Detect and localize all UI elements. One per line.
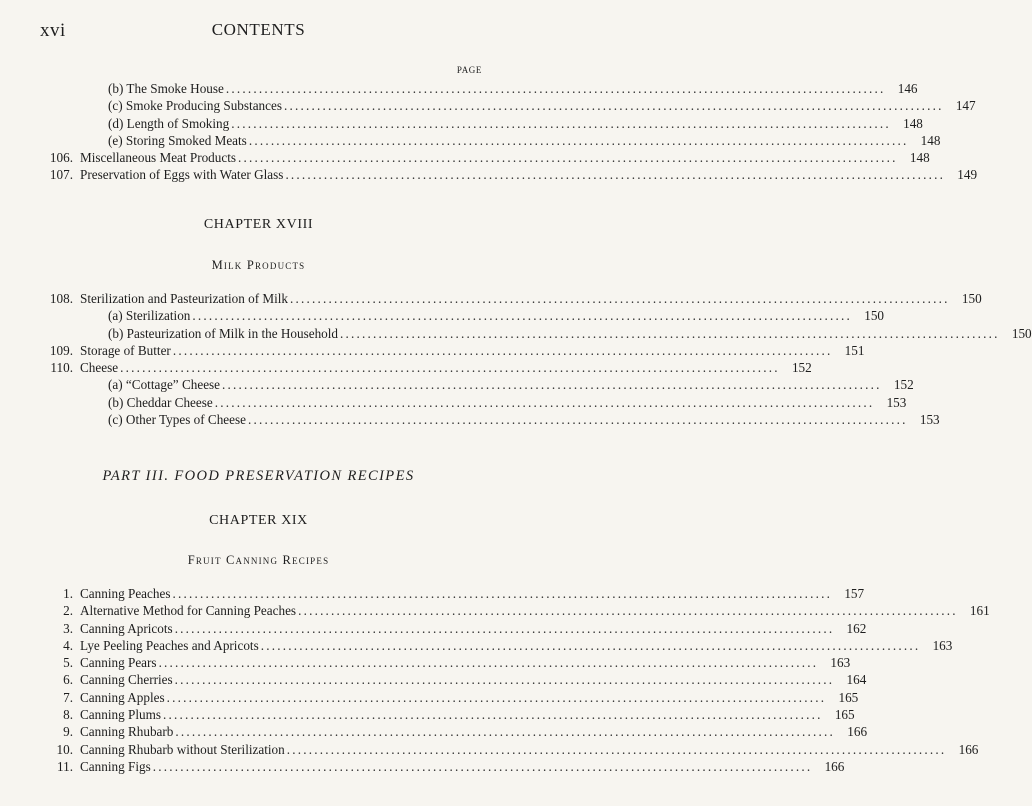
entry-number: 109. (49, 342, 73, 358)
toc-entry (0, 166, 978, 183)
entry-number: 8. (63, 707, 73, 723)
dot-leader: ........................................................................................................................ (214, 394, 875, 410)
entry-number: 5. (63, 655, 73, 671)
toc-entry (0, 376, 914, 393)
entry-title: Canning Peaches (80, 586, 171, 601)
entry-number: 108. (49, 291, 73, 306)
dot-leader: ........................................................................................................................ (231, 115, 891, 131)
dot-leader: ........................................................................................................................ (248, 412, 908, 428)
toc-entry (0, 706, 855, 723)
toc-entry (0, 758, 845, 775)
page-folio: xvi (40, 20, 66, 41)
entry-page-number: 150 (961, 291, 982, 306)
entry-title: Canning Plums (80, 707, 161, 723)
toc-entry (0, 394, 907, 411)
entry-page-number: 152 (893, 377, 914, 393)
entry-number: 9. (63, 724, 73, 740)
toc-entry (0, 307, 885, 324)
entry-title: Canning Figs (80, 758, 151, 774)
entry-title: (c) Other Types of Cheese (108, 412, 246, 428)
entry-page-number: 166 (847, 724, 868, 740)
section-heading: Fruit Canning Recipes (187, 553, 330, 567)
toc-entry (0, 723, 868, 740)
section-heading: Milk Products (211, 258, 306, 272)
toc-entry (0, 132, 941, 149)
entry-number: 7. (63, 689, 73, 705)
entry-title: Canning Rhubarb without Sterilization (80, 741, 285, 757)
dot-leader: ........................................................................................................................ (192, 308, 853, 324)
entry-number: 3. (63, 620, 73, 636)
entry-page-number: 148 (909, 150, 930, 166)
entry-title: Canning Apricots (80, 620, 173, 636)
entry-title: (a) “Cottage” Cheese (108, 377, 221, 393)
entry-page-number: 166 (824, 758, 845, 774)
dot-leader: ........................................................................................................................ (286, 741, 947, 757)
entry-title: (e) Storing Smoked Meats (108, 132, 247, 148)
entry-page-number: 157 (844, 586, 865, 601)
toc-entry (0, 80, 918, 97)
toc-group-smoking (0, 80, 978, 184)
dot-leader: ........................................................................................................................ (162, 707, 823, 723)
dot-leader: ........................................................................................................................ (283, 98, 944, 114)
dot-leader: ........................................................................................................................ (222, 377, 882, 393)
entry-number: 11. (57, 758, 73, 774)
entry-page-number: 146 (897, 81, 918, 96)
chapter-heading: CHAPTER XIX (209, 513, 308, 528)
entry-page-number: 163 (932, 637, 953, 653)
toc-group-milk (0, 290, 1032, 428)
dot-leader: ........................................................................................................................ (172, 342, 833, 358)
entry-page-number: 162 (846, 620, 867, 636)
toc-entry (0, 411, 940, 428)
dot-leader: ........................................................................................................................ (290, 291, 950, 306)
entry-page-number: 147 (955, 98, 976, 114)
entry-page-number: 150 (1011, 325, 1032, 341)
toc-entry (0, 637, 953, 654)
toc-entry (0, 602, 990, 619)
entry-page-number: 153 (886, 394, 907, 410)
toc-entry (0, 654, 851, 671)
entry-title: Canning Pears (80, 655, 157, 671)
entry-title: Storage of Butter (80, 342, 171, 358)
dot-leader: ........................................................................................................................ (298, 603, 958, 619)
entry-title: (a) Sterilization (108, 308, 191, 324)
dot-leader: ........................................................................................................................ (285, 167, 946, 183)
entry-page-number: 150 (864, 308, 885, 324)
entry-title: (c) Smoke Producing Substances (108, 98, 282, 114)
entry-page-number: 149 (957, 167, 978, 183)
entry-number: 106. (49, 150, 73, 166)
entry-number: 10. (56, 741, 73, 757)
entry-title: Canning Rhubarb (80, 724, 174, 740)
entry-title: (d) Length of Smoking (108, 115, 230, 131)
toc-entry (0, 97, 976, 114)
dot-leader: ........................................................................................................................ (172, 586, 833, 601)
toc-entry (0, 671, 867, 688)
entry-number: 2. (63, 603, 73, 619)
toc-entry (0, 290, 982, 307)
entry-title: Cheese (80, 360, 119, 376)
entry-page-number: 152 (791, 360, 812, 376)
toc-entry (0, 149, 930, 166)
entry-page-number: 148 (920, 132, 941, 148)
toc-group-fruit-canning (0, 585, 990, 775)
toc-entry (0, 115, 923, 132)
entry-page-number: 165 (834, 707, 855, 723)
entry-page-number: 165 (838, 689, 859, 705)
toc-entry (0, 689, 859, 706)
dot-leader: ........................................................................................................................ (248, 132, 909, 148)
entry-title: Canning Cherries (80, 672, 173, 688)
dot-leader: ........................................................................................................................ (225, 81, 886, 96)
entry-number: 4. (63, 637, 73, 653)
entry-page-number: 164 (846, 672, 867, 688)
toc-entry (0, 325, 1032, 342)
dot-leader: ........................................................................................................................ (260, 637, 921, 653)
entry-number: 107. (49, 167, 73, 183)
entry-title: Lye Peeling Peaches and Apricots (80, 637, 259, 653)
dot-leader: ........................................................................................................................ (175, 724, 836, 740)
page-column-label: PAGE (456, 65, 482, 75)
entry-title: Alternative Method for Canning Peaches (80, 603, 297, 619)
toc-entry (0, 585, 865, 602)
dot-leader: ........................................................................................................................ (174, 672, 835, 688)
toc-entry (0, 620, 867, 637)
entry-number: 6. (63, 672, 73, 688)
entry-title: (b) The Smoke House (108, 81, 224, 96)
entry-title: (b) Pasteurization of Milk in the Household (108, 325, 339, 341)
entry-title: Sterilization and Pasteurization of Milk (80, 291, 289, 306)
toc-entry (0, 741, 979, 758)
dot-leader: ........................................................................................................................ (174, 620, 835, 636)
dot-leader: ........................................................................................................................ (238, 150, 898, 166)
part-heading: PART III. FOOD PRESERVATION RECIPES (102, 468, 415, 484)
dot-leader: ........................................................................................................................ (152, 758, 813, 774)
entry-page-number: 151 (844, 342, 865, 358)
page-title: CONTENTS (211, 20, 306, 39)
entry-page-number: 153 (919, 412, 940, 428)
dot-leader: ........................................................................................................................ (340, 325, 1000, 341)
entry-page-number: 163 (830, 655, 851, 671)
toc-entry (0, 359, 812, 376)
entry-page-number: 166 (958, 741, 979, 757)
dot-leader: ........................................................................................................................ (158, 655, 819, 671)
entry-number: 110. (50, 360, 73, 376)
entry-title: Miscellaneous Meat Products (80, 150, 237, 166)
entry-title: Preservation of Eggs with Water Glass (80, 167, 284, 183)
entry-page-number: 161 (969, 603, 990, 619)
chapter-heading: CHAPTER XVIII (203, 217, 314, 232)
entry-page-number: 148 (903, 115, 923, 131)
dot-leader: ........................................................................................................................ (166, 689, 827, 705)
entry-title: Canning Apples (80, 689, 165, 705)
entry-title: (b) Cheddar Cheese (108, 394, 213, 410)
entry-number: 1. (63, 586, 73, 601)
toc-entry (0, 342, 865, 359)
page-header (40, 20, 477, 42)
dot-leader: ........................................................................................................................ (120, 360, 780, 376)
